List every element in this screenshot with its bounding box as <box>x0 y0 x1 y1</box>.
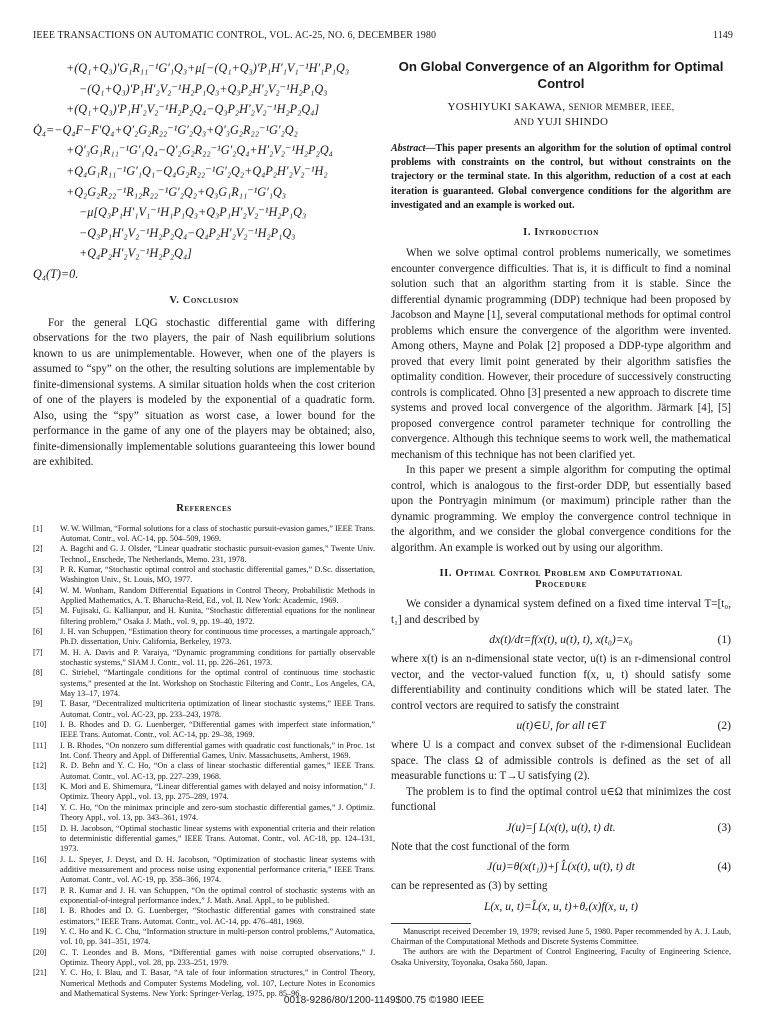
equation-body: dx(t)/dt=f(x(t), u(t), t), x(t₀)=x₀ <box>489 633 633 647</box>
reference-item <box>33 906 375 927</box>
reference-item <box>33 927 375 948</box>
reference-text: D. H. Jacobson, “Optimal stochastic linear systems with exponential criteria and their relation to deterministic differential games,” IEEE Trans. Automat. Contr., vol. AC-18, pp. 124–131, 1973. <box>60 823 375 854</box>
footnote: The authors are with the Department of Control Engineering, Faculty of Engineering Science, Osaka University, Toyonaka, Osaka 560, Japan. <box>391 947 731 967</box>
display-equation <box>391 895 731 919</box>
reference-item <box>33 803 375 824</box>
equation-body: J(u)=∫ L(x(t), u(t), t) dt. <box>506 820 616 834</box>
reference-item <box>33 586 375 607</box>
reference-number: [6] <box>33 626 43 636</box>
reference-number: [3] <box>33 564 43 574</box>
reference-text: M. H. A. Davis and P. Varaiya, “Dynamic programming conditions for partially observable stochastic systems,” SIAM J. Contr., vol. 11, pp. 226–261, 1973. <box>60 647 375 667</box>
reference-number: [2] <box>33 544 43 554</box>
equation-line: +Q₄P₂H′₂V₂⁻¹H₂P₂Q₄] <box>79 246 192 261</box>
reference-text: A. Bagchi and G. J. Olsder, “Linear quadratic stochastic pursuit-evasion games,” Twente Univ. Technol., Enschede, The Netherlands, Memo. 231, 1978. <box>60 544 375 564</box>
reference-text: Y. C. Ho, “On the minimax principle and zero-sum stochastic differential games,” J. Optimiz. Theory Appl., vol. 13, pp. 343–361, 1974. <box>60 802 375 823</box>
reference-number: [19] <box>33 926 47 936</box>
reference-number: [21] <box>33 968 47 978</box>
equation-line: +(Q₁+Q₃)′G₁R₁₁⁻¹G′₁Q₃+μ[−(Q₁+Q₃)′P₁H′₁V₁⁻¹H′₁P₁Q₃ <box>66 61 350 75</box>
reference-number: [20] <box>33 947 47 957</box>
equation-body: L(x, u, t)=L̂(x, u, t)+θₓ(x)f(x, u, t) <box>483 899 639 913</box>
reference-item <box>33 648 375 669</box>
reference-text: Y. C. Ho, I. Blau, and T. Basar, “A tale of four information structures,” in Control Theory, Numerical Methods and Computer Systems Modeling, vol. 107, Lecture Notes in Economics and Mathematical Systems. New York: Springer-Verlag, 1975, pp. 85–96. <box>60 968 375 998</box>
reference-number: [9] <box>33 699 43 709</box>
reference-text: I. B. Rhodes, “On nonzero sum differential games with quadratic cost functionals,” in Proc. 1st Int. Conf. Theory and Appl. of Differential Games, Univ. Massachusetts, Amherst, 1969. <box>60 740 375 761</box>
running-header <box>33 30 733 44</box>
reference-number: [7] <box>33 647 43 657</box>
section-heading: Procedure <box>535 579 587 591</box>
reference-number: [10] <box>33 720 47 730</box>
reference-text: K. Mori and E. Shimemura, “Linear differential games with delayed and noisy information,” J. Optimiz. Theory Appl., vol. 13, pp. 275–289, 1974. <box>60 782 375 802</box>
equation-line: −μ[Q₃P₁H′₁V₁⁻¹H₁P₁Q₃+Q₃P₁H′₂V₂⁻¹H₂P₁Q₃ <box>79 205 307 220</box>
reference-number: [12] <box>33 761 47 771</box>
reference-item <box>33 565 375 586</box>
reference-item <box>33 948 375 969</box>
equation-body: u(t)∈U, for all t∈T <box>516 719 606 733</box>
equation-number: (1) <box>717 633 731 647</box>
reference-number: [11] <box>33 740 47 750</box>
reference-item <box>33 761 375 782</box>
body-paragraph: can be represented as (3) by setting <box>391 880 548 893</box>
reference-item <box>33 886 375 907</box>
reference-text: T. Basar, “Decentralized multicriteria optimization of linear stochastic systems,” IEEE Trans. Automat. Contr., vol. AC-23, pp. 233–243, 1978. <box>60 699 375 719</box>
reference-text: C. T. Leondes and B. Mons, “Differential games with noise corrupted observations,” J. Optimiz. Theory Appl., vol. 28, pp. 233–251, 1979. <box>60 947 375 967</box>
right-column <box>391 58 731 968</box>
reference-number: [14] <box>33 802 47 812</box>
equation-number: (4) <box>717 860 731 874</box>
reference-number: [5] <box>33 606 43 616</box>
reference-text: W. M. Wonham, Random Differential Equations in Control Theory, Probabilistic Methods in Applied Mathematics, A. T. Bharucha-Reid, Ed., vol. II. New York: Academic, 1969. <box>60 585 375 605</box>
references-heading: References <box>176 502 232 514</box>
reference-number: [17] <box>33 885 47 895</box>
introduction-heading: I. Introduction <box>523 227 599 239</box>
author-line <box>391 115 731 130</box>
abstract-label: Abstract— <box>391 143 436 154</box>
reference-number: [1] <box>33 523 43 533</box>
reference-item <box>33 855 375 886</box>
reference-text: W. W. Willman, “Formal solutions for a class of stochastic pursuit-evasion games,” IEEE Trans. Automat. Contr., vol. AC-14, pp. 504–509, 1969. <box>60 523 375 543</box>
reference-list <box>33 524 375 1000</box>
page-number: 1149 <box>712 30 733 41</box>
reference-text: C. Striebel, “Martingale conditions for the optimal control of continuous time stochastic systems,” presented at the Int. Workshop on Stochastic Filtering and Contr., Los Angeles, CA, May 13–17, 1974. <box>60 668 375 699</box>
reference-item <box>33 606 375 627</box>
reference-item <box>33 782 375 803</box>
display-equation <box>391 714 731 738</box>
author-name: YOSHIYUKI SAKAWA, <box>447 101 566 113</box>
abstract <box>391 142 731 213</box>
reference-item <box>33 544 375 565</box>
display-equation <box>391 628 731 652</box>
reference-number: [13] <box>33 782 47 792</box>
reference-item <box>33 627 375 648</box>
reference-text: P. R. Kumar and J. H. van Schuppen, “On the optimal control of stochastic systems with an exponential-of-integral performance index,” J. Math. Anal. Appl., to be published. <box>60 885 375 905</box>
conclusion-heading: V. Conclusion <box>169 294 239 306</box>
author-conjunction: AND <box>513 117 535 127</box>
paper-title: On Global Convergence of an Algorithm for Optimal Control <box>398 59 724 91</box>
equation-number: (3) <box>717 820 731 834</box>
reference-item <box>33 824 375 855</box>
reference-item <box>33 699 375 720</box>
equation-line: +Q₂G₂R₂₂⁻¹R₁₂R₂₂⁻¹G′₂Q₂+Q₃G₁R₁₁⁻¹G′₁Q₃ <box>66 184 287 199</box>
reference-text: M. Fujisaki, G. Kallianpur, and H. Kunita, “Stochastic differential equations for the nonlinear filtering problem,” Osaka J. Math., vol. 9, pp. 19–40, 1972. <box>60 606 375 626</box>
author-affiliation: SENIOR MEMBER, IEEE, <box>568 102 675 112</box>
copyright-line: 0018-9286/80/1200-1149$00.75 ©1980 IEEE <box>283 995 485 1006</box>
footnote: Manuscript received December 19, 1979; revised June 5, 1980. Paper recommended by A. J. Laub, Chairman of the Computational Methods and Discrete Systems Committee. <box>391 926 731 946</box>
body-paragraph: The problem is to find the optimal control u∈Ω that minimizes the cost functional <box>391 785 731 814</box>
left-column <box>33 58 375 999</box>
reference-number: [8] <box>33 668 43 678</box>
section-heading: II. Optimal Control Problem and Computational <box>439 568 683 580</box>
equation-line: −(Q₁+Q₃)′P₁H′₂V₂⁻¹H₂P₁Q₃+Q₃P₂H′₂V₂⁻¹H₂P₁Q₃ <box>79 81 328 96</box>
reference-text: I. B. Rhodes and D. G. Luenberger, “Stochastic differential games with constrained state estimators,” IEEE Trans. Automat. Contr., vol. AC-14, pp. 476–481, 1969. <box>60 906 375 926</box>
reference-text: P. R. Kumar, “Stochastic optimal control and stochastic differential games,” D.Sc. dissertation, Washington Univ., St. Louis, MO, 1977. <box>60 564 375 585</box>
equation-line: Q₄(T)=0. <box>33 266 79 281</box>
reference-item <box>33 668 375 699</box>
reference-text: J. L. Speyer, J. Deyst, and D. H. Jacobson, “Optimization of stochastic linear systems with additive measurement and process noise using exponential performance criteria,” IEEE Trans. Automat. Contr., vol. AC-19, pp. 358–366, 1974. <box>60 854 375 885</box>
equation-line: +Q′₃G₁R₁₁⁻¹G′₁Q₄−Q′₂G₂R₂₂⁻¹G′₂Q₄+H′₂V₂⁻¹H₂P₂Q₄ <box>66 143 333 158</box>
reference-text: J. H. van Schuppen, “Estimation theory for continuous time processes, a martingale approach,” Ph.D. dissertation, Univ. California, Berkeley, 1973. <box>60 626 375 647</box>
reference-text: Y. C. Ho and K. C. Chu, “Information structure in multi-person control problems,” Automatica, vol. 10, pp. 341–351, 1974. <box>60 926 375 947</box>
abstract-text: This paper presents an algorithm for the solution of optimal control problems with constraints on the control, but without constraints on the trajectory or the terminal state. In this algorithm, reduction of a cost at each iteration is guaranteed. Global convergence conditions for the algorithm are investigated and an example is worked out. <box>391 143 731 211</box>
equation-line: Q̇₄=−Q₄F−F′Q₄+Q′₂G₂R₂₂⁻¹G′₂Q₃+Q′₃G₂R₂₂⁻¹G′₂Q₂ <box>33 122 298 137</box>
introduction-paragraph: In this paper we present a simple algorithm for computing the optimal control, which is analogous to the first-order DDP, but essentially based upon the Pontryagin minimum (or maximum) principle rather than the dynamic programming. We employ the convergence control technique in the algorithm, and we consider the global convergence conditions for the algorithm. An example is worked out by using our algorithm. <box>391 464 731 554</box>
equation-line: −Q₃P₁H′₂V₂⁻¹H₂P₂Q₄−Q₄P₂H′₂V₂⁻¹H₂P₁Q₃ <box>79 225 296 240</box>
riccati-equations <box>33 58 375 285</box>
body-paragraph: We consider a dynamical system defined on a fixed time interval T=[t₀, t₁] and described by <box>391 598 731 626</box>
body-paragraph: Note that the cost functional of the form <box>391 840 570 853</box>
author-line <box>391 100 731 115</box>
equation-line: +Q₄G₁R₁₁⁻¹G′₁Q₁−Q₄G₂R₂₂⁻¹G′₂Q₂+Q₄P₂H′₂V₂⁻¹H₂ <box>66 163 328 178</box>
reference-text: I. B. Rhodes and D. G. Luenberger, “Differential games with imperfect state information,” IEEE Trans. Automat. Contr., vol. AC-14, pp. 29–38, 1969. <box>60 720 375 740</box>
display-equation <box>391 855 731 879</box>
author-name: YUJI SHINDO <box>536 116 609 128</box>
introduction-paragraph: When we solve optimal control problems numerically, we sometimes encounter convergence difficulties. That is, it is difficult to find a nominal solution such that an algorithm starting from it is stable. Since the differential dynamic programming (DDP) technique had been proposed by Jacobson and Mayne [1], several computational methods for optimal control problems which ensure the convergence of the algorithm were invented. Among others, Mayne and Polak [2] proposed a DDP-type algorithm and proved that every limit point generated by their algorithm satisfies the optimality condition. However, their procedure of successively constructing controls is complicated. Ohno [3] presented a new approach to discrete time systems and proved local convergence of the algorithm. Järmark [4], [5] proposed convergence control parameter technique for controlling the convergence. Although this technique seems to work well, the mathematical mechanism of this technique has not been clarified yet. <box>391 247 731 461</box>
reference-item <box>33 524 375 545</box>
equation-number: (2) <box>717 719 731 733</box>
journal-citation: IEEE TRANSACTIONS ON AUTOMATIC CONTROL, VOL. AC-25, NO. 6, DECEMBER 1980 <box>33 30 437 41</box>
equation-line: +(Q₁+Q₃)′P₁H′₂V₂⁻¹H₂P₂Q₄−Q₃P₂H′₂V₂⁻¹H₂P₂Q₄] <box>66 102 320 117</box>
display-equation <box>391 816 731 840</box>
reference-number: [15] <box>33 823 47 833</box>
reference-item <box>33 741 375 762</box>
reference-text: R. D. Behn and Y. C. Ho, “On a class of linear stochastic differential games,” IEEE Trans. Automat. Contr., vol. AC-13, pp. 227–239, 1968. <box>60 761 375 781</box>
body-paragraph: where U is a compact and convex subset of the r-dimensional Euclidean space. The class Ω of admissible controls is defined as the set of all measurable functions u: T→U satisfying (2). <box>391 739 731 783</box>
reference-number: [16] <box>33 854 47 864</box>
reference-number: [4] <box>33 585 43 595</box>
conclusion-paragraph: For the general LQG stochastic differential game with differing observations for the two players, the pair of Nash equilibrium solutions known to us are unimplementable. However, when one of the players is assumed to “spy” on the other, the resulting solutions are implementable by finite-dimensional systems. A similar situation holds when the cost criterion of one of the players is modeled by the exponential of a quadratic form. Also, using the “spy” situation as worst case, a lower bound for the performance in the game of any one of the players may be obtained; also, finite-dimensionally implementable solutions guaranteeing this lower bound are exhibited. <box>33 316 375 469</box>
reference-number: [18] <box>33 906 47 916</box>
equation-body: J(u)=θ(x(t₁))+∫ L̂(x(t), u(t), t) dt <box>487 860 635 874</box>
reference-item <box>33 720 375 741</box>
body-paragraph: where x(t) is an n-dimensional state vector, u(t) is an r-dimensional control vector, and the vector-valued function f(x, u, t) should satisfy some differentiability and continuity conditions which will be stated later. The control vectors are required to satisfy the constraint <box>391 653 731 712</box>
